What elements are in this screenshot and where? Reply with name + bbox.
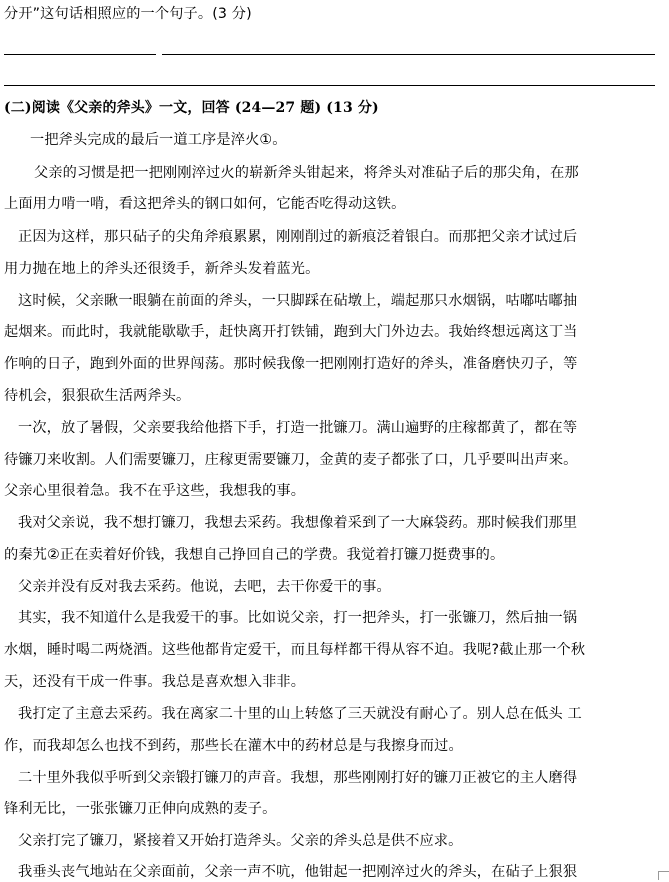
- paragraph-line: 待机会，狠狠砍生活两斧头。: [4, 388, 191, 404]
- paragraph-line: 父亲并没有反对我去采药。他说，去吧，去干你爱干的事。: [18, 579, 391, 595]
- paragraph-line: 用力抛在地上的斧头还很烫手，新斧头发着蓝光。: [4, 261, 320, 277]
- paragraph-line: 二十里外我似乎听到父亲锻打镰刀的声音。我想，那些刚刚打好的镰刀正被它的主人磨得: [18, 770, 578, 786]
- paragraph-line: 其实，我不知道什么是我爱干的事。比如说父亲，打一把斧头，打一张镰刀，然后抽一锅: [18, 610, 578, 626]
- paragraph-line: 这时候，父亲瞅一眼躺在前面的斧头，一只脚踩在砧墩上，端起那只水烟锅，咕嘟咕嘟抽: [18, 293, 578, 309]
- paragraph-line: 我打定了主意去采药。我在离家二十里的山上转悠了三天就没有耐心了。别人总在低头 工: [18, 706, 582, 722]
- paragraph-line: 正因为这样，那只砧子的尖角斧痕累累，刚刚削过的新痕泛着银白。而那把父亲才试过后: [18, 229, 578, 245]
- paragraph-line: 锋利无比，一张张镰刀正伸向成熟的麦子。: [4, 801, 277, 817]
- paragraph-line: 我对父亲说，我不想打镰刀，我想去采药。我想像着采到了一大麻袋药。那时候我们那里: [18, 515, 578, 531]
- paragraph-line: 起烟来。而此时，我就能歇歇手，赶快离开打铁铺，跑到大门外边去。我始终想远离这丁当: [4, 324, 578, 340]
- question-tail: 分开”这句话相照应的一个句子。(3 分): [4, 6, 252, 22]
- answer-blank-line: [162, 54, 655, 55]
- answer-blank-line: [4, 85, 655, 86]
- paragraph-line: 作响的日子，跑到外面的世界闯荡。那时候我像一把刚刚打造好的斧头，准备磨快刃子，等: [4, 356, 578, 372]
- paragraph-line: 作，而我却怎么也找不到药，那些长在灌木中的药材总是与我擦身而过。: [4, 738, 463, 754]
- paragraph-line: 天，还没有干成一件事。我总是喜欢想入非非。: [4, 674, 306, 690]
- paragraph-line: 父亲的习惯是把一把刚刚淬过火的崭新斧头钳起来，将斧头对准砧子后的那尖角，在那: [34, 165, 579, 181]
- paragraph-line: 一把斧头完成的最后一道工序是淬火①。: [30, 132, 287, 148]
- answer-blank-line: [4, 54, 156, 55]
- paragraph-line: 一次，放了暑假，父亲要我给他搭下手，打造一批镰刀。满山遍野的庄稼都黄了，都在等: [18, 420, 578, 436]
- paragraph-line: 父亲心里很着急。我不在乎这些，我想我的事。: [4, 483, 306, 499]
- paragraph-line: 我垂头丧气地站在父亲面前，父亲一声不吭，他钳起一把刚淬过火的斧头，在砧子上狠狠: [18, 864, 578, 880]
- paragraph-line: 待镰刀来收割。人们需要镰刀，庄稼更需要镰刀，金黄的麦子都张了口，几乎要叫出声来。: [4, 452, 578, 468]
- paragraph-line: 父亲打完了镰刀，紧接着又开始打造斧头。父亲的斧头总是供不应求。: [18, 833, 463, 849]
- paragraph-line: 的秦艽②正在卖着好价钱，我想自己挣回自己的学费。我觉着打镰刀挺费事的。: [4, 547, 505, 563]
- paragraph-line: 水烟，睡时喝二两烧酒。这些他都肯定爱干，而且每样都干得从容不迫。我呢?截止那一个秋: [4, 642, 586, 658]
- section-heading: (二)阅读《父亲的斧头》一文，回答 (24—27 题) (13 分): [4, 100, 379, 116]
- paragraph-line: 上面用力啃一啃，看这把斧头的钢口如何，它能否吃得动这铁。: [4, 196, 406, 212]
- page-corner-mark: [658, 871, 669, 880]
